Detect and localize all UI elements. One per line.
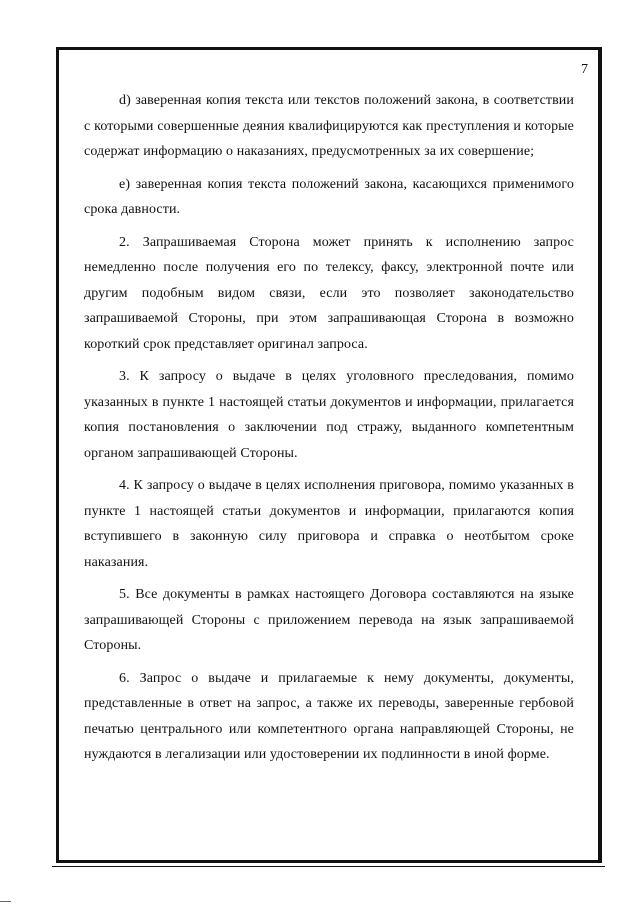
paragraph-e: е) заверенная копия текста положений закона, касающихся применимого срока давности. bbox=[84, 176, 574, 217]
paragraph-6: 6. Запрос о выдаче и прилагаемые к нему документы, документы, представленные в ответ на запрос, а также их переводы, заверенные гербовой печатью центрального или компетентного органа направляющей Стороны, не нуждаются в легализации или удостоверении их подлинности в иной форме. bbox=[84, 670, 574, 762]
scan-edge-mark bbox=[0, 901, 11, 902]
paragraph-5: 5. Все документы в рамках настоящего Договора составляются на языке запрашивающей Стороны с приложением перевода на язык запрашиваемой Стороны. bbox=[84, 587, 574, 653]
page-border bbox=[56, 47, 602, 863]
page-number: 7 bbox=[581, 62, 588, 77]
document-body bbox=[84, 88, 574, 775]
paragraph-4: 4. К запросу о выдаче в целях исполнения приговора, помимо указанных в пункте 1 настоящей статьи документов и информации, прилагаются копия вступившего в законную силу приговора и справка о неотбытом сроке наказания. bbox=[84, 478, 574, 570]
paragraph-d: d) заверенная копия текста или текстов положений закона, в соответствии с которыми совершенные деяния квалифицируются как преступления и которые содержат информацию о наказаниях, предусмотренных за их совершение; bbox=[84, 93, 574, 159]
paragraph-2: 2. Запрашиваемая Сторона может принять к исполнению запрос немедленно после получения его по телексу, факсу, электронной почте или другим подобным видом связи, если это позволяет законодательство запрашиваемой Стороны, при этом запрашивающая Сторона в возможно короткий срок представляет оригинал запроса. bbox=[84, 234, 574, 352]
paragraph-3: 3. К запросу о выдаче в целях уголовного преследования, помимо указанных в пункте 1 настоящей статьи документов и информации, прилагается копия постановления о заключении под стражу, выданного компетентным органом запрашивающей Стороны. bbox=[84, 369, 574, 461]
